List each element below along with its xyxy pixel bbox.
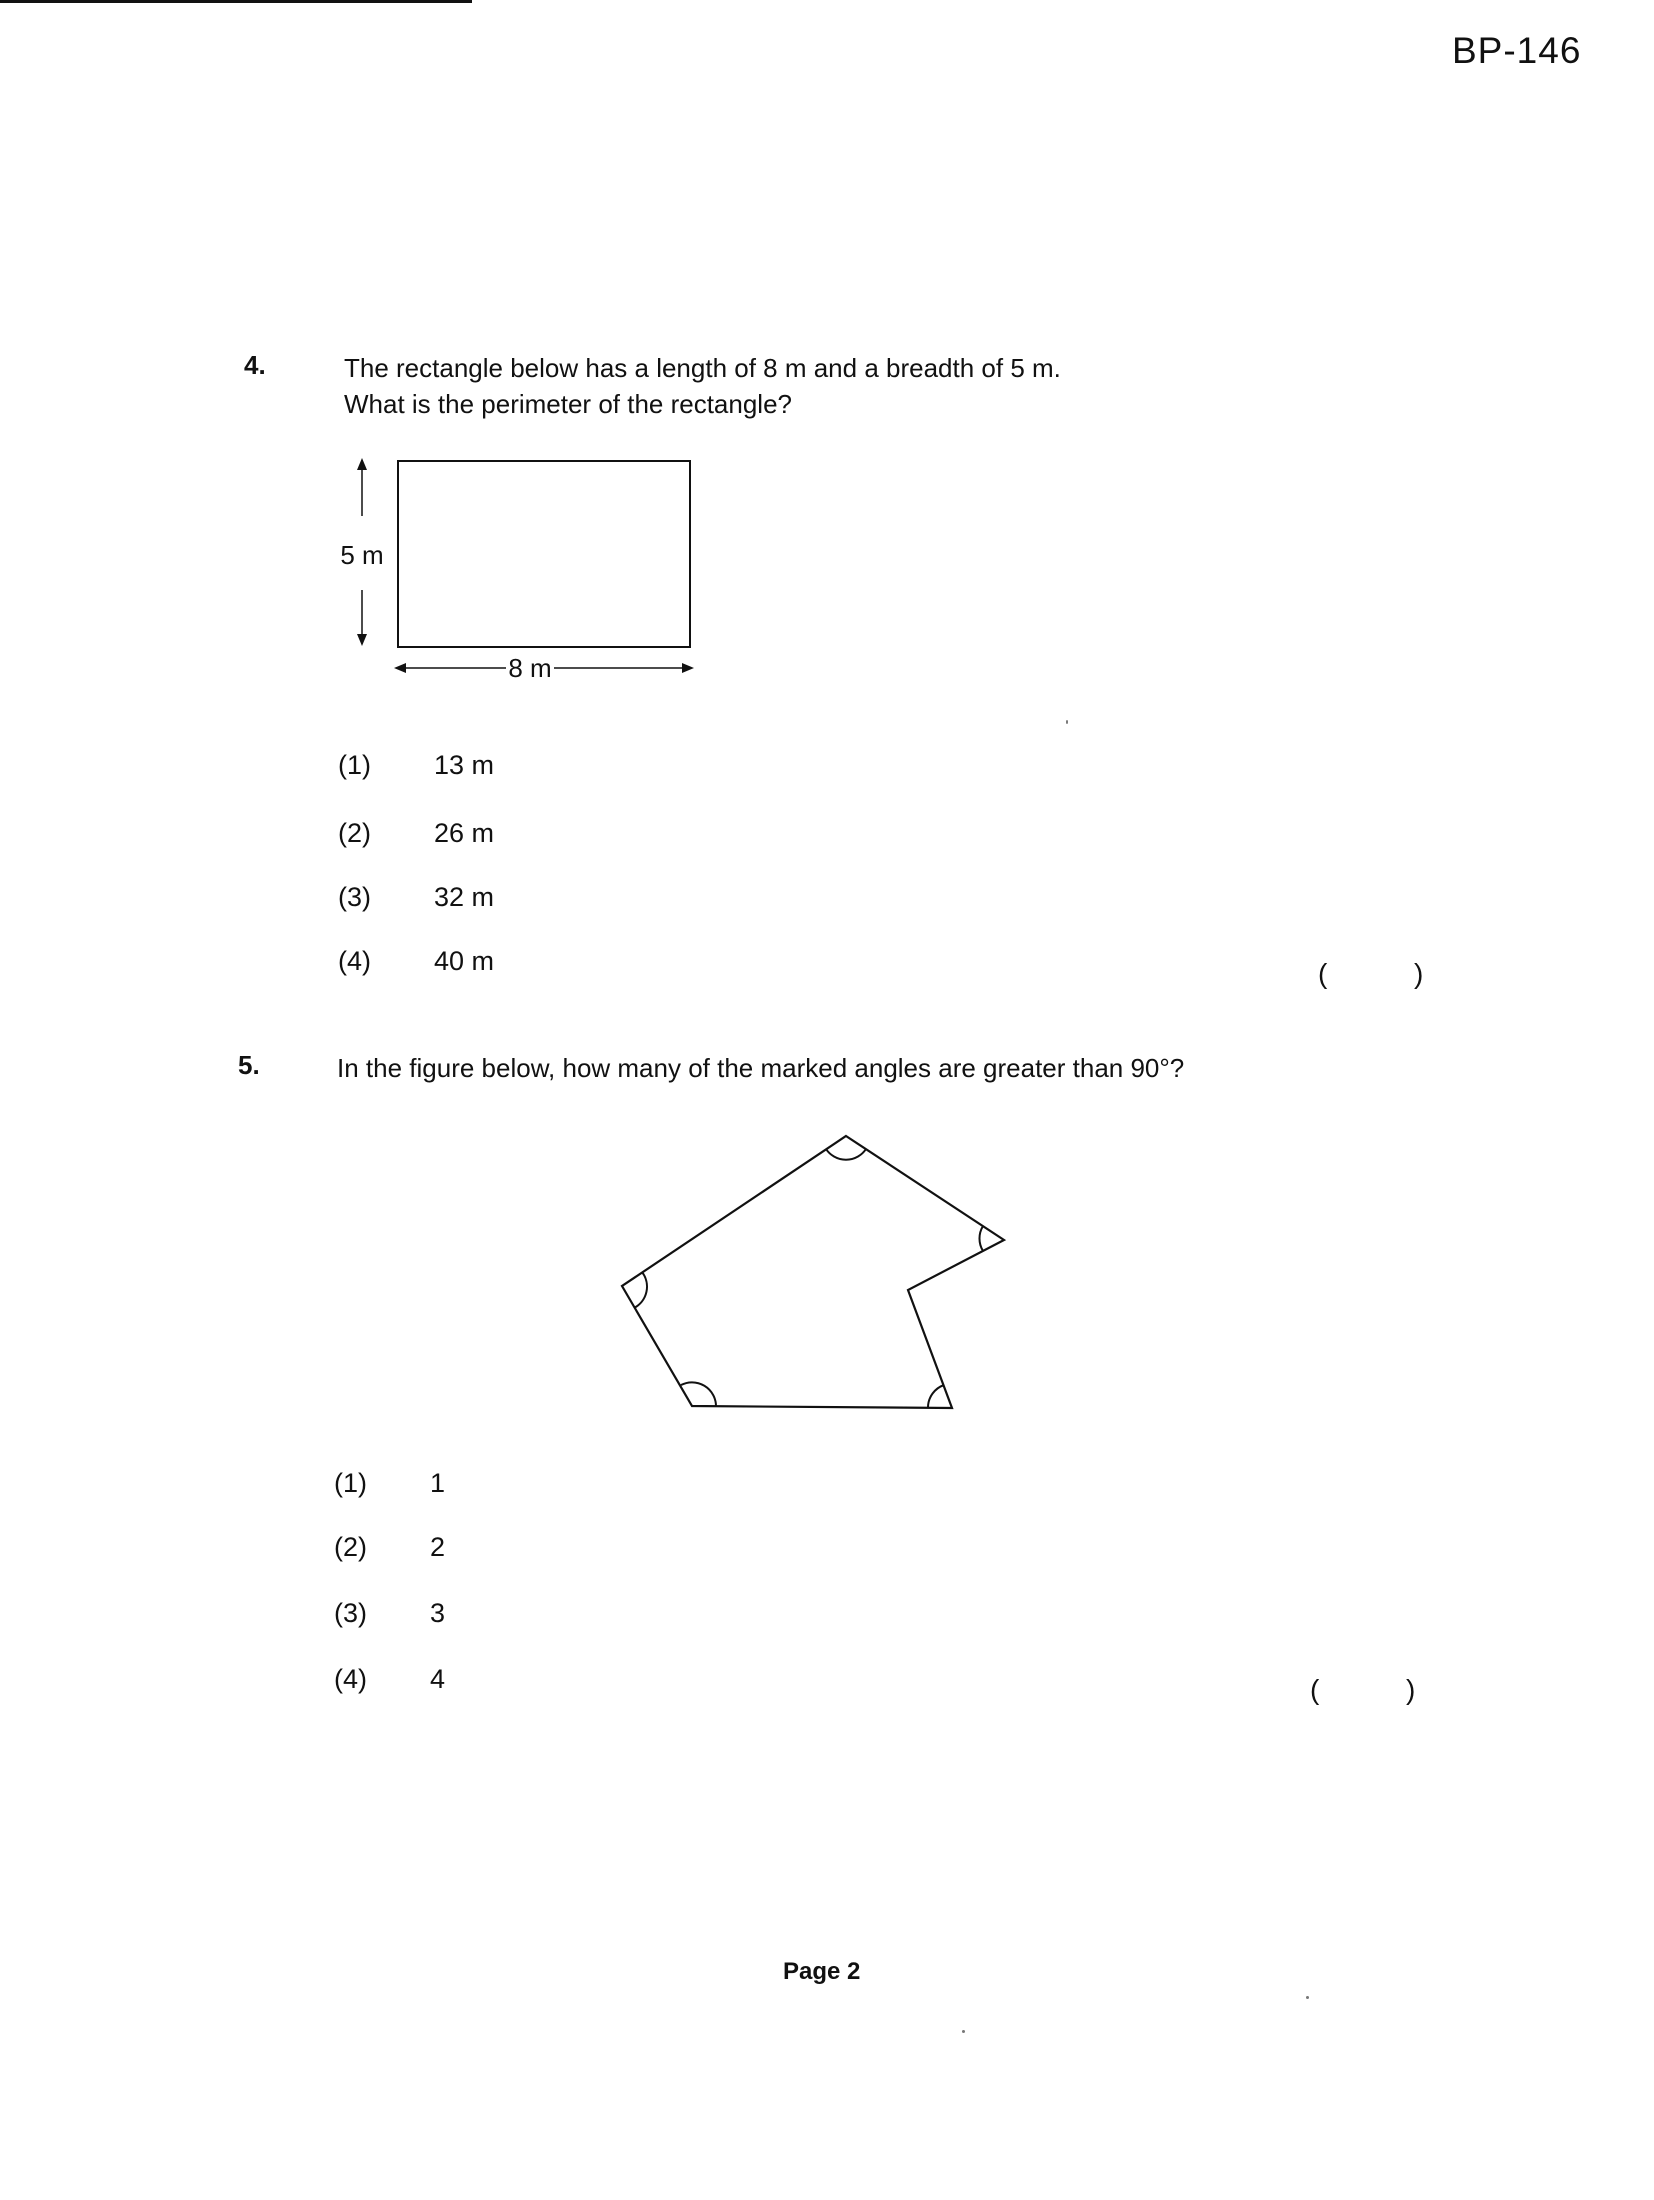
question-5-answer-close[interactable]: ) [1406,1674,1416,1705]
angle-arc-bottom-right [928,1385,944,1407]
question-5-option-4-value: 4 [430,1664,446,1694]
question-5-option-1-number: (1) [334,1468,367,1498]
question-4-option-4-value: 40 m [434,946,495,976]
question-5-line-1: In the figure below, how many of the marked angles are greater than 90°? [337,1053,1185,1083]
question-5-text [337,1050,1184,1086]
question-4-number: 4. [244,350,266,380]
question-4-line-2: What is the perimeter of the rectangle? [344,389,793,419]
question-4-line-1: The rectangle below has a length of 8 m and a breadth of 5 m. [344,353,1061,383]
question-4-answer-open[interactable]: ( [1318,958,1328,989]
paper-code: BP-146 [1452,30,1582,71]
page-number: Page 2 [783,1958,861,1985]
question-5-option-1-value: 1 [430,1468,446,1498]
question-5-option-4-number: (4) [334,1664,367,1694]
angle-arc-top [826,1149,866,1160]
scan-speck [1066,720,1068,724]
question-4-option-2-number: (2) [338,818,371,848]
question-5-number: 5. [238,1050,260,1080]
question-5-option-3-number: (3) [334,1598,367,1628]
question-4-option-2-value: 26 m [434,818,495,848]
question-5-answer-open[interactable]: ( [1310,1674,1320,1705]
question-5-option-3-value: 3 [430,1598,446,1628]
hexagon-shape [622,1136,1004,1408]
width-label: 8 m [508,653,552,683]
question-4-option-3-number: (3) [338,882,371,912]
question-4-answer-close[interactable]: ) [1414,958,1424,989]
question-4-option-1-value: 13 m [434,750,495,780]
question-4-option-4-number: (4) [338,946,371,976]
question-5-option-2-value: 2 [430,1532,446,1562]
rectangle-figure [320,440,720,690]
height-label: 5 m [340,540,384,570]
polygon-figure [610,1120,1030,1420]
angle-arc-right [979,1226,983,1251]
question-5-option-2-number: (2) [334,1532,367,1562]
question-4-text [344,350,1061,422]
scan-speck [962,2030,965,2033]
question-4-option-3-value: 32 m [434,882,495,912]
rectangle-shape [398,461,690,647]
top-rule [0,0,472,3]
question-4-option-1-number: (1) [338,750,371,780]
scan-speck [1306,1996,1309,1999]
